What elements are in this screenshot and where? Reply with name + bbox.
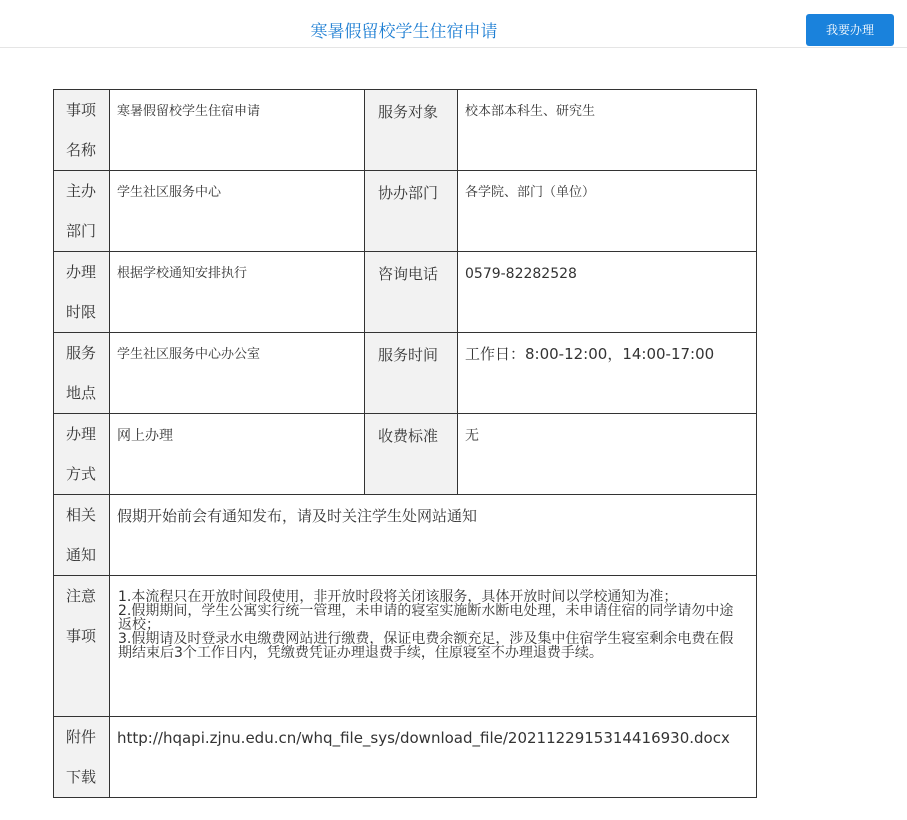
table-row (54, 495, 757, 576)
method-label: 办理方式 (54, 414, 110, 495)
notes-value (110, 576, 757, 717)
fee-label: 收费标准 (365, 414, 458, 495)
location-value: 学生社区服务中心办公室 (110, 333, 365, 414)
host-dept-label: 主办部门 (54, 171, 110, 252)
notice-label: 相关通知 (54, 495, 110, 576)
co-dept-value: 各学院、部门（单位） (458, 171, 757, 252)
notes-line-3: 3.假期请及时登录水电缴费网站进行缴费，保证电费余额充足，涉及集中住宿学生寝室剩余电费在假期结束后3个工作日内，凭缴费凭证办理退费手续，住原寝室不办理退费手续。 (118, 631, 734, 661)
fee-value: 无 (458, 414, 757, 495)
table-row (54, 252, 757, 333)
header-bar (0, 0, 907, 48)
notes-line-1: 1.本流程只在开放时间段使用，非开放时段将关闭该服务，具体开放时间以学校通知为准； (118, 589, 678, 605)
table-row (54, 333, 757, 414)
notes-line-2: 2.假期期间，学生公寓实行统一管理，未申请的寝室实施断水断电处理，未申请住宿的同学请勿中途返校； (118, 603, 734, 633)
table-row (54, 717, 757, 798)
method-value: 网上办理 (110, 414, 365, 495)
co-dept-label: 协办部门 (365, 171, 458, 252)
attachment-link[interactable]: http://hqapi.zjnu.edu.cn/whq_file_sys/download_file/2021122915314416930.docx (110, 717, 757, 798)
host-dept-value: 学生社区服务中心 (110, 171, 365, 252)
phone-value: 0579-82282528 (458, 252, 757, 333)
page-title: 寒暑假留校学生住宿申请 (310, 22, 498, 42)
phone-label: 咨询电话 (365, 252, 458, 333)
service-target-value: 校本部本科生、研究生 (458, 90, 757, 171)
notice-value: 假期开始前会有通知发布，请及时关注学生处网站通知 (110, 495, 757, 576)
table-row (54, 414, 757, 495)
service-target-label: 服务对象 (365, 90, 458, 171)
service-time-label: 服务时间 (365, 333, 458, 414)
time-limit-label: 办理时限 (54, 252, 110, 333)
service-time-value: 工作日：8:00-12:00，14:00-17:00 (458, 333, 757, 414)
table-row (54, 171, 757, 252)
table-row (54, 90, 757, 171)
apply-button[interactable]: 我要办理 (806, 14, 894, 46)
item-name-value: 寒暑假留校学生住宿申请 (110, 90, 365, 171)
attachment-label: 附件下载 (54, 717, 110, 798)
notes-label: 注意事项 (54, 576, 110, 717)
time-limit-value: 根据学校通知安排执行 (110, 252, 365, 333)
table-row (54, 576, 757, 717)
location-label: 服务地点 (54, 333, 110, 414)
info-table (53, 89, 757, 798)
item-name-label: 事项名称 (54, 90, 110, 171)
